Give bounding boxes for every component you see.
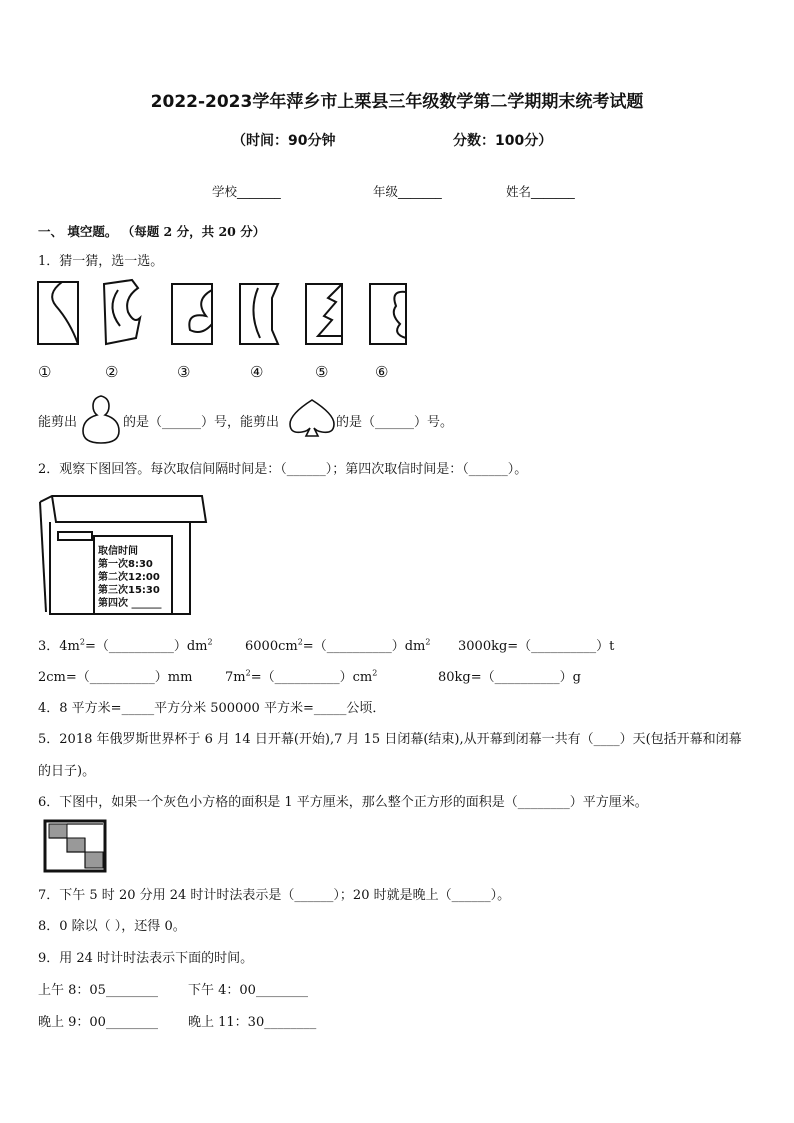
schedule-line: 第一次8:30 bbox=[98, 559, 153, 570]
option-number: ④ bbox=[250, 363, 264, 381]
q3-item-e: $7m^2=(\_\_\_\_\_\_\_\_\_\_)cm^2$ bbox=[225, 668, 378, 685]
q7-text: 7．下午 5 时 20 分用 24 时计时法表示是（______）；20 时就是晚上（______）。 bbox=[38, 888, 511, 903]
option-number: ⑥ bbox=[375, 363, 389, 381]
q5-text-line1: 5．2018 年俄罗斯世界杯于 6 月 14 日开幕(开始),7 月 15 日闭幕(结束),从开幕到闭幕一共有（____）天(包括开幕和闭幕 bbox=[38, 732, 742, 747]
q3-item-d: 2cm=（__________）mm bbox=[38, 670, 193, 685]
q3-item-b: $6000cm^2=(\_\_\_\_\_\_\_\_\_\_)dm^2$ bbox=[245, 637, 431, 654]
q9-stem: 9．用 24 时计时法表示下面的时间。 bbox=[38, 951, 254, 966]
exam-time: （时间：90分钟 bbox=[232, 133, 336, 149]
option-number: ① bbox=[38, 363, 52, 381]
page-title: 2022-2023学年萍乡市上栗县三年级数学第二学期期末统考试题 bbox=[150, 92, 644, 112]
schedule-line: 第二次12:00 bbox=[98, 572, 160, 583]
q1-text-c: 的是（______）号。 bbox=[336, 415, 454, 430]
q9-item: 晚上 11：30________ bbox=[188, 1015, 317, 1030]
name-field: 姓名_______ bbox=[506, 184, 575, 199]
folded-paper-figures bbox=[0, 270, 440, 360]
option-number: ⑤ bbox=[315, 363, 329, 381]
q9-item: 上午 8：05________ bbox=[38, 983, 158, 998]
schedule-heading: 取信时间 bbox=[98, 546, 138, 557]
q4-text: 4．8 平方米=_____平方分米 500000 平方米=_____公顷． bbox=[38, 701, 386, 716]
q6-text: 6．下图中，如果一个灰色小方格的面积是 1 平方厘米，那么整个正方形的面积是（________）平方厘米。 bbox=[38, 795, 648, 810]
q1-stem: 1．猜一猜，选一选。 bbox=[38, 254, 164, 269]
option-number: ③ bbox=[177, 363, 191, 381]
q1-text-a: 能剪出 bbox=[38, 415, 78, 430]
q3-item-f: 80kg=（__________）g bbox=[438, 670, 581, 685]
q9-item: 下午 4：00________ bbox=[188, 983, 308, 998]
option-number: ② bbox=[105, 363, 119, 381]
section-title: 一、 填空题。 （每题 2 分，共 20 分） bbox=[38, 224, 266, 239]
q8-text: 8．0 除以（ ），还得 0。 bbox=[38, 919, 186, 934]
school-field: 学校_______ bbox=[212, 184, 281, 199]
q3-item-a: 3．$4m^2=(\_\_\_\_\_\_\_\_\_\_)dm^2$ bbox=[38, 637, 213, 654]
q2-stem: 2．观察下图回答。每次取信间隔时间是：（______）；第四次取信时间是：（______）。 bbox=[38, 462, 528, 477]
q1-text-b: 的是（______）号，能剪出 bbox=[123, 415, 280, 430]
gourd-shape-icon bbox=[80, 392, 122, 444]
q9-item: 晚上 9：00________ bbox=[38, 1015, 158, 1030]
grid-square-figure bbox=[42, 818, 108, 874]
grade-field: 年级_______ bbox=[373, 184, 442, 199]
spade-shape-icon bbox=[288, 397, 336, 441]
q3-item-c: 3000kg=（__________）t bbox=[458, 639, 615, 654]
exam-score: 分数：100分） bbox=[453, 133, 553, 149]
schedule-line: 第四次 ______ bbox=[98, 598, 162, 609]
schedule-line: 第三次15:30 bbox=[98, 585, 160, 596]
q5-text-line2: 的日子)。 bbox=[38, 764, 96, 779]
mailbox-schedule bbox=[98, 545, 161, 610]
